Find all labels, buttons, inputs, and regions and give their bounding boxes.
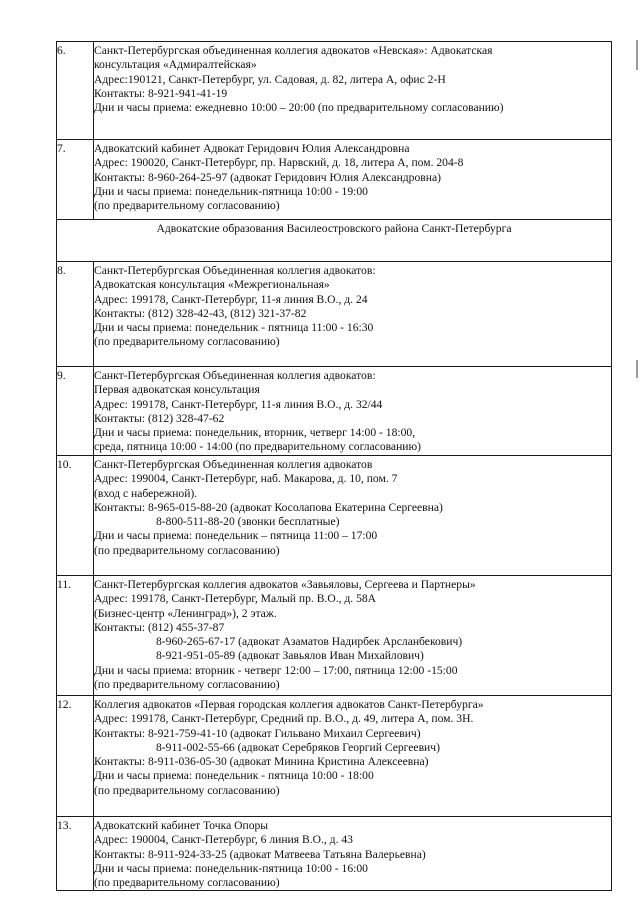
table-row	[57, 576, 612, 696]
entry-line: Контакты: (812) 455-37-87	[94, 620, 225, 634]
row-number: 13.	[57, 817, 94, 891]
lawyers-table	[56, 41, 612, 891]
entry-line: (Бизнес-центр «Ленинград»), 2 этаж.	[94, 606, 277, 620]
entry-line: Контакты: 8-921-941-41-19	[94, 86, 228, 100]
entry-line: Санкт-Петербургская объединенная коллегия адвокатов «Невская»: Адвокатская	[94, 44, 493, 57]
entry-line: Адвокатский кабинет Адвокат Геридович Юлия Александровна	[94, 142, 410, 155]
entry-line: (вход с набережной).	[94, 486, 198, 500]
entry-line: (по предварительному согласованию)	[94, 876, 280, 890]
section-header-row	[57, 220, 612, 262]
entry-line: 8-960-265-67-17 (адвокат Азаматов Надирбек Арсланбекович)	[156, 635, 463, 649]
entry-line: Адрес: 199178, Санкт-Петербург, Средний пр. В.О., д. 49, литера А, пом. 3Н.	[94, 712, 474, 726]
entry-line: (по предварительному согласованию)	[94, 543, 280, 557]
entry-line: Первая адвокатская консультация	[94, 383, 260, 397]
entry-line: Дни и часы приема: понедельник-пятница 10:00 - 16:00	[94, 861, 368, 875]
entry-line: Контакты: (812) 328-47-62	[94, 411, 225, 425]
entry-line: Дни и часы приема: вторник - четверг 12:00 – 17:00, пятница 12:00 -15:00	[94, 663, 458, 677]
row-number: 7.	[57, 140, 94, 220]
row-number: 10.	[57, 456, 94, 576]
entry-line: Контакты: 8-921-759-41-10 (адвокат Гильвано Михаил Сергеевич)	[94, 726, 421, 740]
entry-line: Санкт-Петербургская Объединенная коллегия адвокатов	[94, 458, 373, 471]
row-number: 12.	[57, 696, 94, 817]
table-row	[57, 367, 612, 456]
entry-content	[94, 817, 612, 891]
row-number: 6.	[57, 42, 94, 140]
table-row	[57, 817, 612, 891]
entry-line: Контакты: 8-960-264-25-97 (адвокат Геридович Юлия Александровна)	[94, 170, 441, 184]
entry-line: Контакты: 8-911-036-05-30 (адвокат Минина Кристина Алексеевна)	[94, 755, 429, 769]
entry-line: Санкт-Петербургская Объединенная коллегия адвокатов:	[94, 369, 376, 382]
scan-edge-mark	[636, 360, 638, 378]
entry-line: Контакты: 8-911-924-33-25 (адвокат Матвеева Татьяна Валерьевна)	[94, 847, 426, 861]
table-row	[57, 42, 612, 140]
section-title: Адвокатские образования Василеостровского района Санкт-Петербурга	[57, 220, 612, 262]
scan-edge-mark	[636, 40, 638, 70]
entry-line: Дни и часы приема: понедельник-пятница 10:00 - 19:00	[94, 184, 368, 198]
entry-line: Адрес: 199178, Санкт-Петербург, 11-я линия В.О., д. 24	[94, 292, 368, 306]
entry-line: Санкт-Петербургская коллегия адвокатов «Завьяловы, Сергеева и Партнеры»	[94, 578, 476, 591]
entry-line: (по предварительному согласованию)	[94, 783, 280, 797]
row-number: 8.	[57, 262, 94, 367]
entry-line: Дни и часы приема: понедельник, вторник, четверг 14:00 - 18:00,	[94, 426, 416, 440]
entry-line: консультация «Адмиралтейская»	[94, 58, 257, 72]
table-row	[57, 140, 612, 220]
entry-content	[94, 367, 612, 456]
entry-line: Адрес: 199178, Санкт-Петербург, 11-я линия В.О., д. 32/44	[94, 397, 383, 411]
entry-line: Адвокатский кабинет Точка Опоры	[94, 819, 269, 832]
entry-line: Дни и часы приема: понедельник – пятница 11:00 – 17:00	[94, 529, 378, 543]
entry-content	[94, 262, 612, 367]
entry-line: Адрес: 190004, Санкт-Петербург, 6 линия В.О., д. 43	[94, 833, 353, 847]
entry-line: Дни и часы приема: понедельник - пятница 11:00 - 16:30	[94, 321, 374, 335]
entry-line: Санкт-Петербургская Объединенная коллегия адвокатов:	[94, 264, 376, 277]
entry-line: Дни и часы приема: понедельник - пятница 10:00 - 18:00	[94, 769, 374, 783]
entry-content	[94, 42, 612, 140]
table-row	[57, 456, 612, 576]
entry-line: Дни и часы приема: ежедневно 10:00 – 20:00 (по предварительному согласованию)	[94, 101, 504, 115]
entry-line: Контакты: 8-965-015-88-20 (адвокат Косолапова Екатерина Сергеевна)	[94, 500, 443, 514]
entry-content	[94, 456, 612, 576]
entry-line: (по предварительному согласованию)	[94, 678, 280, 692]
entry-content	[94, 576, 612, 696]
entry-line: Коллегия адвокатов «Первая городская коллегия адвокатов Санкт-Петербурга»	[94, 698, 484, 711]
entry-line: Адвокатская консультация «Межрегиональная»	[94, 278, 330, 292]
entry-line: среда, пятница 10:00 - 14:00 (по предварительному согласованию)	[94, 440, 422, 454]
row-number: 11.	[57, 576, 94, 696]
entry-content	[94, 140, 612, 220]
entry-line: Адрес: 190020, Санкт-Петербург, пр. Нарвский, д. 18, литера А, пом. 204-8	[94, 156, 464, 170]
entry-line: Адрес: 199178, Санкт-Петербург, Малый пр. В.О., д. 58А	[94, 592, 377, 606]
entry-line: (по предварительному согласованию)	[94, 335, 280, 349]
entry-line: Адрес: 199004, Санкт-Петербург, наб. Макарова, д. 10, пом. 7	[94, 472, 398, 486]
table-row	[57, 262, 612, 367]
entry-line: Адрес:190121, Санкт-Петербург, ул. Садовая, д. 82, литера А, офис 2-Н	[94, 72, 446, 86]
entry-line: (по предварительному согласованию)	[94, 199, 280, 213]
row-number: 9.	[57, 367, 94, 456]
entry-line: 8-921-951-05-89 (адвокат Завьялов Иван Михайлович)	[156, 649, 424, 663]
entry-content	[94, 696, 612, 817]
entry-line: Контакты: (812) 328-42-43, (812) 321-37-82	[94, 306, 307, 320]
table-body	[57, 42, 612, 891]
table-row	[57, 696, 612, 817]
entry-line: 8-800-511-88-20 (звонки бесплатные)	[156, 515, 340, 529]
entry-line: 8-911-002-55-66 (адвокат Серебряков Георгий Сергеевич)	[156, 740, 440, 754]
